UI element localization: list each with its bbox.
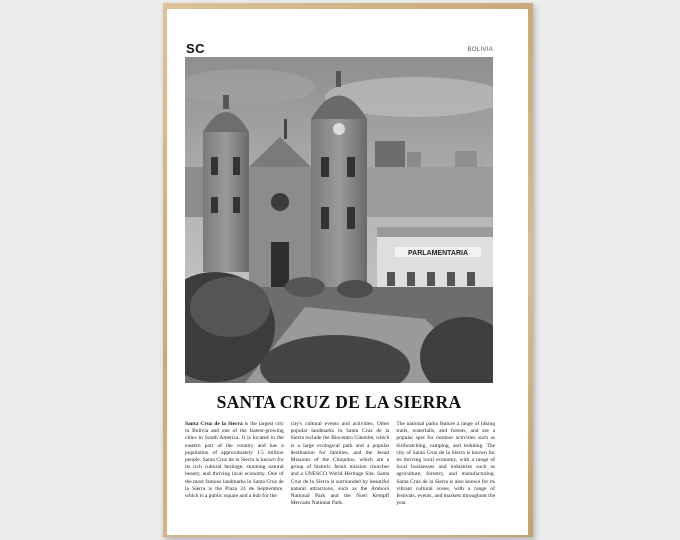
description-column-2 (291, 421, 390, 521)
poster-title: SANTA CRUZ DE LA SIERRA (216, 392, 462, 412)
description-column-3 (396, 421, 495, 521)
cathedral-photo (185, 57, 493, 383)
city-code: SC (186, 41, 206, 56)
description-text-1: is the largest city in Bolivia and one of the fastest-growing cities in South America. It is located in the eastern part of the country and has a population of approximately 1.5 million people. Santa Cruz de la Sierra is known for its rich cultural heritage, stunning natural beauty, and thriving local economy. One of the most famous landmarks in Santa Cruz de la Sierra is the Plaza 24 de Septiembre, which is a public square and a hub for the (185, 421, 284, 500)
description-text-2: city's cultural events and activities. Other popular landmarks in Santa Cruz de la Sierra include the Biocentro Güembé, which is a large ecological park and a popular destination for families, and the Jesuit Missions of the Chiquitos, which are a group of historic Jesuit mission churches and a UNESCO World Heritage Site. Santa Cruz de la Sierra is surrounded by beautiful natural attractions, such as the Amboró National Park and the Noel Kempff Mercado National Park. (290, 421, 390, 507)
description-lead: Santa Cruz de la Sierra (185, 421, 243, 427)
country-label: BOLIVIA (467, 47, 493, 53)
description-text-3: The national parks feature a range of hiking trails, waterfalls, and forests, and are a popular spot for outdoor activities such as birdwatching, camping, and trekking. The city of Santa Cruz de la Sierra is known for its thriving local economy, with a range of local businesses and industries such as agriculture, forestry, and manufacturing. Santa Cruz de la Sierra is also known for its vibrant cultural scene, with a range of festivals, events, and markets throughout the year. (396, 421, 495, 507)
building-sign: PARLAMENTARIA (407, 250, 469, 257)
description-block (185, 421, 495, 521)
description-column-1 (185, 421, 284, 521)
